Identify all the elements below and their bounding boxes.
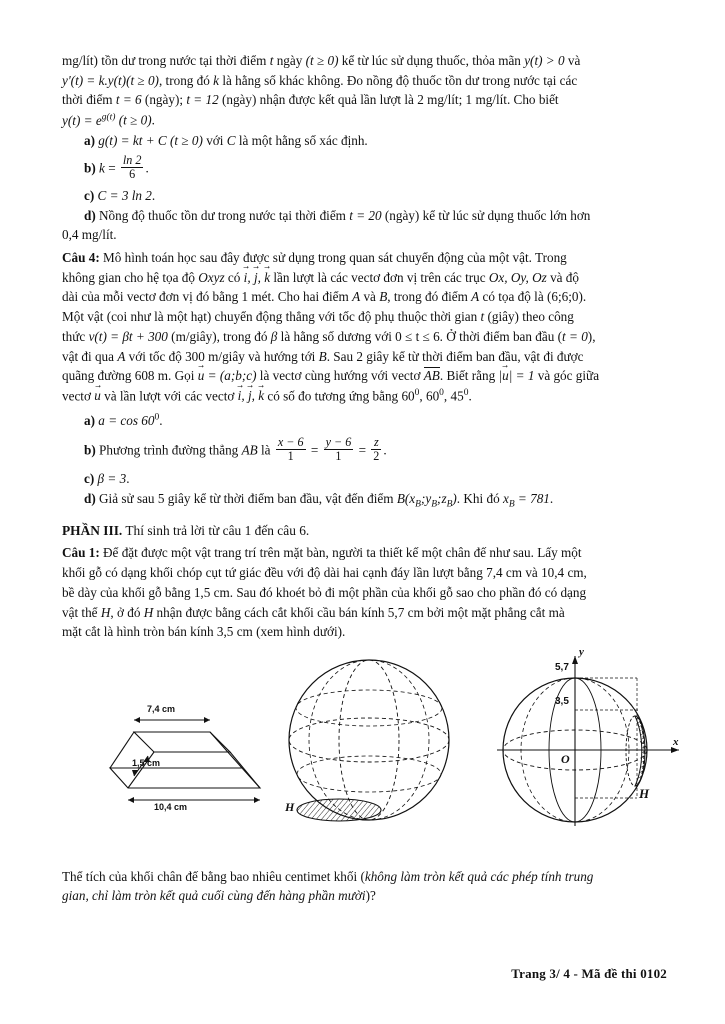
math-beta: β (270, 328, 278, 344)
math-t12: t = 12 (186, 92, 219, 108)
choice-label: c) (84, 470, 95, 486)
choice-q3-b (84, 154, 665, 180)
text-fragment: . (126, 470, 130, 486)
math-t20: t = 20 (349, 208, 382, 224)
text-fragment: và lần lượt với các vectơ (100, 388, 238, 404)
fraction-denominator: 1 (324, 449, 354, 463)
math-a-cos60: a = cos 60 (98, 413, 155, 429)
text-fragment: . (151, 112, 155, 128)
part-3-heading (62, 523, 665, 539)
choice-label: a) (84, 413, 95, 429)
math-t: t (269, 53, 274, 68)
sphere-axes-label-H: H (639, 786, 650, 802)
text-fragment: )? (365, 888, 376, 904)
math-unit-vectors-2: i →, j →, k → (238, 388, 264, 403)
question-4-body (62, 249, 665, 268)
text-fragment: Giả sử sau 5 giây kể từ thời điểm ban đầu, vật đến điểm (99, 490, 397, 506)
math-H: H (100, 604, 111, 620)
math-t0: t = 0 (562, 328, 588, 344)
math-ode: y'(t) = k.y(t) (62, 72, 127, 88)
math-xB-equals: $x_B = 781$ (502, 490, 550, 510)
choice-label: d) (84, 490, 96, 506)
paragraph-intro-3 (62, 91, 665, 110)
choice-q3-d (84, 206, 665, 225)
text-fragment: (giây) theo công (484, 309, 574, 325)
text-fragment: với tốc độ 300 m/giây và hướng tới (125, 348, 319, 364)
degree-sup: 0 (463, 388, 469, 399)
text-fragment: vectơ (62, 388, 95, 404)
text-fragment: . (468, 388, 472, 404)
choice-q3-d-cont (62, 226, 665, 245)
degree-sup: 0 (154, 412, 160, 423)
degree-sup: 0 (439, 388, 444, 399)
choice-q4-c (84, 469, 665, 488)
text-fragment: , 60 (419, 388, 440, 404)
text-fragment: lần lượt là các vectơ đơn vị trên các trục (270, 269, 489, 285)
math-velocity: v(t) = βt + 300 (88, 328, 168, 344)
sphere-axes-value-cut: 3,5 (555, 696, 569, 708)
fraction-y-minus-6 (324, 436, 354, 462)
text-fragment: (ngày) kể từ lúc sử dụng thuốc lớn hơn (381, 208, 591, 224)
figure-caption-line1 (62, 867, 665, 886)
choice-q3-a (84, 131, 665, 150)
page-footer: Trang 3/ 4 - Mã đề thi 0102 (511, 966, 667, 981)
choice-label: a) (84, 133, 95, 149)
question-4-line7 (62, 367, 665, 386)
text-fragment: với (202, 133, 227, 149)
math-equals: = (104, 160, 119, 176)
math-k: k (213, 72, 220, 88)
choice-q4-d (84, 489, 665, 512)
text-fragment: (ngày); (141, 92, 187, 108)
text-fragment: là một hằng số xác định. (235, 133, 368, 149)
choice-label: d) (84, 208, 96, 224)
text-fragment: là (257, 442, 274, 458)
sphere-axes-label-x: x (673, 736, 679, 749)
fraction-numerator: ln 2 (122, 153, 142, 168)
text-fragment: mặt cắt là hình tròn bán kính 3,5 cm (xem hình dưới). (62, 624, 346, 640)
math-C: C (226, 133, 236, 149)
figure-group (62, 646, 679, 863)
question-4-line6 (62, 348, 665, 367)
text-fragment: và (564, 53, 581, 68)
text-fragment: thời điểm (62, 92, 116, 108)
math-B: B (318, 348, 327, 364)
question-1-head: Câu 1: (62, 545, 100, 561)
math-condition-3: (t ≥ 0) (118, 112, 152, 128)
text-fragment: Phương trình đường thẳng (99, 442, 242, 458)
choice-label: b) (84, 442, 96, 458)
sphere-axes-label-origin: O (561, 752, 570, 767)
frustum-top-label: 7,4 cm (147, 704, 176, 715)
question-4-head: Câu 4: (62, 249, 100, 265)
text-fragment: Thể tích của khối chân đế bằng bao nhiêu centimet khối ( (62, 869, 365, 885)
sphere-axes-svg (487, 648, 687, 848)
math-oxyz: Oxyz (198, 269, 225, 285)
math-A: A (352, 289, 361, 305)
text-fragment: vật thể (62, 604, 101, 620)
text-fragment: là hằng số dương với 0 ≤ t ≤ 6. Ở thời điểm ban đầu ( (277, 328, 563, 344)
choice-q3-c (84, 186, 665, 205)
text-fragment: kể từ lúc sử dụng thuốc, thỏa mãn (338, 53, 525, 68)
fraction-denominator: 2 (373, 449, 380, 464)
fraction-numerator: x − 6 (277, 435, 304, 450)
math-condition-2: (t ≥ 0) (126, 72, 159, 88)
sphere-3d-svg (277, 648, 467, 848)
math-point-B: $B(x_B;y_B;z_B)$ (396, 490, 457, 510)
math-C-equals: C = 3 ln 2 (97, 187, 152, 203)
math-u-norm: |u →| = 1 (498, 368, 534, 383)
caption-italic-1: không làm tròn kết quả các phép tính trung (364, 869, 594, 885)
text-fragment: quãng đường 608 m. Gọi (62, 368, 198, 384)
fraction-ln2-over-6 (121, 154, 144, 180)
question-4-line8 (62, 387, 665, 406)
caption-italic-2: gian, chỉ làm tròn kết quả cuối cùng đến hàng phần mười (62, 888, 366, 904)
text-fragment: , trong đó (158, 72, 214, 88)
text-fragment: . Biết rằng (439, 368, 499, 384)
fraction-z-over-2 (371, 436, 381, 462)
question-4-line4 (62, 308, 665, 327)
math-B: B (379, 289, 388, 305)
question-1-line4 (62, 604, 665, 623)
text-fragment: nhận được bằng cách cắt khối cầu bán kính 5,7 cm bởi một mặt phẳng cắt mà (153, 604, 565, 620)
text-fragment: thức (62, 328, 89, 344)
text-fragment: . (145, 160, 149, 176)
text-fragment: là hằng số khác không. Đo nồng độ thuốc tồn dư trong nước tại các (219, 72, 578, 88)
choice-label: c) (84, 187, 95, 203)
sphere-3d-label-H: H (285, 800, 295, 815)
math-vector-AB: AB (423, 368, 440, 384)
math-condition: (t ≥ 0) (305, 53, 339, 68)
fraction-numerator: y − 6 (325, 435, 352, 450)
choice-q4-b (84, 436, 665, 462)
fraction-numerator: z (373, 435, 379, 450)
text-fragment: . (383, 442, 387, 458)
math-AB: AB (241, 442, 258, 458)
text-fragment: Mô hình toán học sau đây được sử dụng trong quan sát chuyển động của một vật. Trong (99, 249, 567, 265)
sphere-axes-label-y: y (579, 646, 584, 659)
fraction-denominator: 6 (121, 167, 144, 181)
math-A: A (117, 348, 126, 364)
text-fragment: có số đo tương ứng bằng 60 (264, 388, 415, 404)
math-g-of-t: g(t) = kt + C (t ≥ 0) (98, 133, 203, 149)
part-3-title: PHẦN III. (62, 523, 123, 539)
text-fragment: Một vật (coi như là một hạt) chuyển động thẳng với tốc độ phụ thuộc thời gian (62, 309, 481, 325)
text-fragment: . Khi đó (456, 490, 503, 506)
text-fragment: khối gỗ có dạng khối chóp cụt tứ giác đều với độ dài hai cạnh đáy lần lượt bằng 7,4 cm và 10,4 cm, (62, 565, 587, 581)
sphere-axes-value-top: 5,7 (555, 662, 569, 674)
choice-label: b) (84, 160, 96, 176)
figure-caption-line2 (62, 886, 665, 905)
math-A2: A (471, 289, 480, 305)
text-fragment: ngày (273, 53, 306, 68)
choice-q4-a (84, 411, 665, 430)
math-y-exp: $y(t) = e^{g(t)}$ (62, 112, 116, 128)
text-fragment: Nồng độ thuốc tồn dư trong nước tại thời điểm (99, 208, 350, 224)
figure-sphere-axes (487, 648, 687, 853)
math-u: u → (94, 388, 101, 403)
question-4-line2 (62, 269, 665, 288)
question-1-line3 (62, 584, 665, 603)
text-fragment: và độ (546, 269, 579, 285)
question-1-line2 (62, 564, 665, 583)
math-equals: = (307, 442, 322, 458)
paragraph-intro-4 (62, 111, 665, 130)
fraction-x-minus-6 (276, 436, 306, 462)
text-fragment: là vectơ cùng hướng với vectơ (256, 368, 424, 384)
text-fragment: không gian cho hệ tọa độ (62, 269, 199, 285)
math-equals: = (355, 442, 370, 458)
math-t: t (480, 309, 485, 325)
text-fragment: ), (587, 328, 596, 344)
math-H2: H (143, 604, 154, 620)
text-fragment: có tọa độ là (6;6;0). (479, 289, 587, 305)
math-k: k (99, 160, 105, 176)
text-fragment: dài của mỗi vectơ đơn vị đó bằng 1 mét. Cho hai điểm (62, 289, 353, 305)
math-unit-vectors: i →, j →, k → (244, 270, 270, 285)
text-fragment: bề dày của khối gỗ bằng 1,5 cm. Sau đó khoét bỏ đi một phần của khối gỗ sao cho phần đó có dạng (62, 584, 587, 600)
text-fragment: . (159, 413, 163, 429)
text-fragment: mg/lít) tồn dư trong nước tại thời điểm (62, 53, 270, 68)
paragraph-intro-2 (62, 72, 665, 91)
text-fragment: Để đặt được một vật trang trí trên mặt bàn, người ta thiết kế một chân đế như sau. Lấy một (99, 545, 582, 561)
math-axes: Ox, Oy, Oz (488, 269, 547, 285)
text-fragment: . (549, 490, 554, 506)
text-fragment: vật đi qua (62, 348, 118, 364)
math-t6: t = 6 (115, 92, 142, 108)
question-4-line5 (62, 328, 665, 347)
question-1-line5 (62, 623, 665, 642)
text-fragment: . (151, 187, 156, 203)
text-fragment: có (224, 269, 244, 285)
figure-sphere-3d (277, 648, 467, 853)
frustum-bottom-label: 10,4 cm (154, 802, 188, 813)
part-3-subtitle: Thí sinh trả lời từ câu 1 đến câu 6. (122, 523, 310, 539)
fraction-denominator: 1 (276, 449, 306, 463)
text-fragment: . Sau 2 giây kể từ thời điểm ban đầu, vật đi được (326, 348, 584, 364)
paragraph-intro (62, 52, 665, 71)
question-4-line3 (62, 288, 665, 307)
text-fragment: , 45 (443, 388, 464, 404)
figure-frustum (92, 696, 272, 831)
frustum-side-label: 1,5 cm (132, 758, 161, 769)
text-fragment: , trong đó điểm (387, 289, 472, 305)
text-fragment: và (360, 289, 380, 305)
math-y-positive: y(t) > 0 (524, 53, 565, 68)
math-beta-equals-3: β = 3 (97, 470, 127, 486)
degree-sup: 0 (414, 388, 420, 399)
text-fragment: , ở đó (110, 604, 144, 620)
text-fragment: và góc giữa (534, 368, 600, 384)
question-1-body (62, 544, 665, 563)
text-fragment: 0,4 mg/lít. (62, 227, 117, 243)
text-fragment: (m/giây), trong đó (167, 328, 271, 344)
text-fragment: (ngày) nhận được kết quả lần lượt là 2 mg/lít; 1 mg/lít. Cho biết (218, 92, 559, 108)
math-vector-u: u → = (a;b;c) (198, 368, 257, 383)
